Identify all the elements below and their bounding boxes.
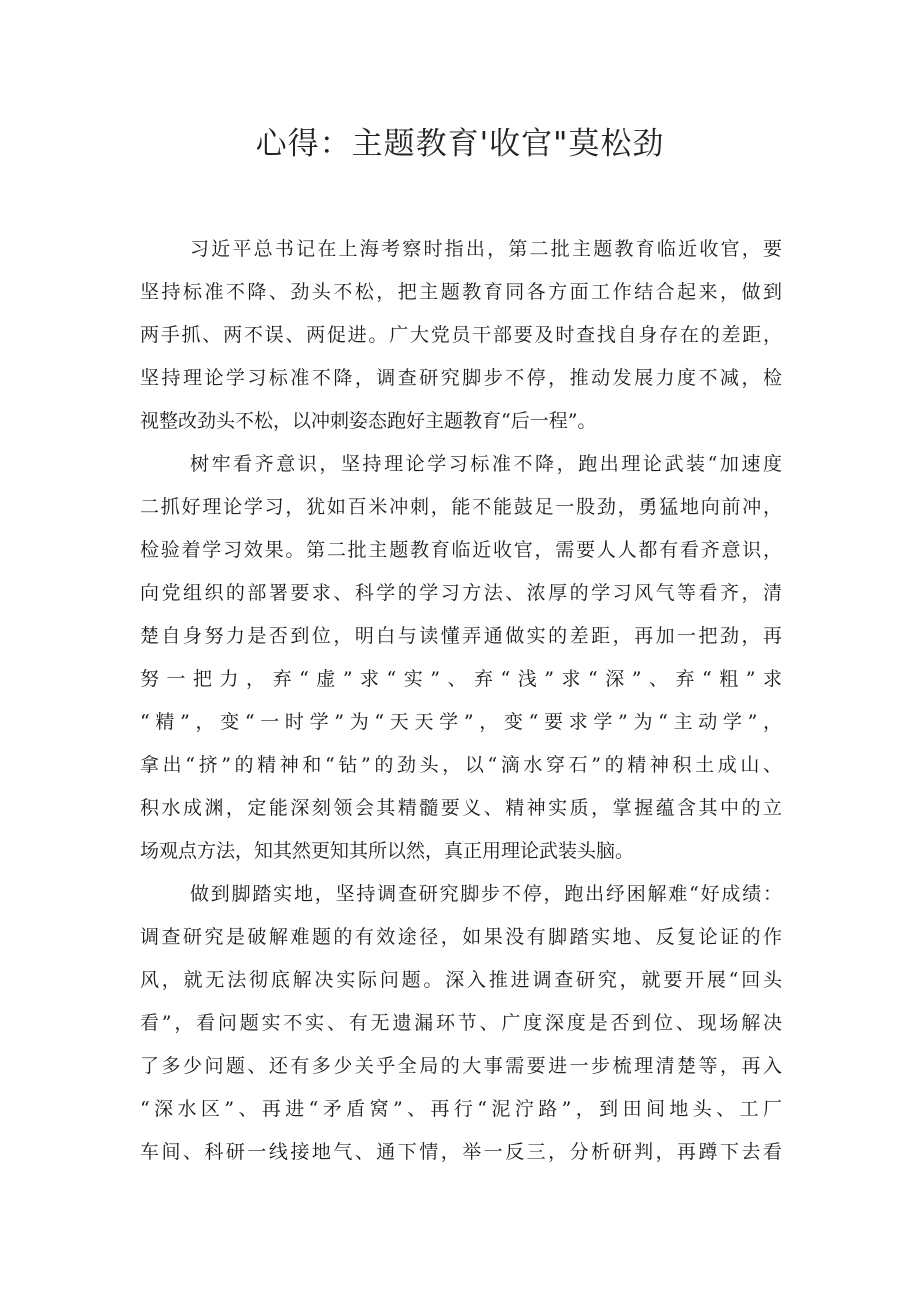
paragraph-line: 坚持标准不降、劲头不松，把主题教育同各方面工作结合起来，做到 [140,281,782,303]
paragraph-line: 两手抓、两不误、两促进。广大党员干部要及时查找自身存在的差距， [140,324,782,346]
paragraph-line: 调查研究是破解难题的有效途径，如果没有脚踏实地、反复论证的作 [140,926,782,948]
document-title: 心得：主题教育'收官"莫松劲 [255,126,665,162]
paragraph-line: 检验着学习效果。第二批主题教育临近收官，需要人人都有看齐意识， [140,539,782,561]
paragraph-line: 二抓好理论学习，犹如百米冲刺，能不能鼓足一股劲，勇猛地向前冲， [140,496,782,518]
paragraph-line: 习近平总书记在上海考察时指出，第二批主题教育临近收官，要 [190,238,782,260]
paragraph-line: 努一把力，弃“虚”求“实”、弃“浅”求“深”、弃“粗”求 [140,668,782,690]
document-body [140,228,782,1174]
paragraph-line: 场观点方法，知其然更知其所以然，真正用理论武装头脑。 [140,840,635,862]
paragraph-2 [140,443,782,873]
paragraph-3 [140,873,782,1174]
paragraph-line: 做到脚踏实地，坚持调查研究脚步不停，跑出纾困解难“好成绩： [190,883,782,905]
paragraph-line: 视整改劲头不松，以冲刺姿态跑好主题教育“后一程”。 [140,410,597,432]
paragraph-1 [140,228,782,443]
paragraph-line: “深水区”、再进“矛盾窝”、再行“泥泞路”，到田间地头、工厂 [140,1098,782,1120]
paragraph-line: 积水成渊，定能深刻领会其精髓要义、精神实质，掌握蕴含其中的立 [140,797,782,819]
paragraph-line: 树牢看齐意识，坚持理论学习标准不降，跑出理论武装“加速度 [190,453,782,475]
paragraph-line: 楚自身努力是否到位，明白与读懂弄通做实的差距，再加一把劲，再 [140,625,782,647]
paragraph-line: “精”，变“一时学”为“天天学”，变“要求学”为“主动学”， [140,711,782,733]
paragraph-line: 坚持理论学习标准不降，调查研究脚步不停，推动发展力度不减，检 [140,367,782,389]
paragraph-line: 拿出“挤”的精神和“钻”的劲头，以“滴水穿石”的精神积土成山、 [140,754,782,776]
paragraph-line: 向党组织的部署要求、科学的学习方法、浓厚的学习风气等看齐，清 [140,582,782,604]
paragraph-line: 看”，看问题实不实、有无遗漏环节、广度深度是否到位、现场解决 [140,1012,782,1034]
paragraph-line: 风，就无法彻底解决实际问题。深入推进调查研究，就要开展“回头 [140,969,782,991]
paragraph-line: 车间、科研一线接地气、通下情，举一反三，分析研判，再蹲下去看 [140,1141,782,1163]
paragraph-line: 了多少问题、还有多少关乎全局的大事需要进一步梳理清楚等，再入 [140,1055,782,1077]
